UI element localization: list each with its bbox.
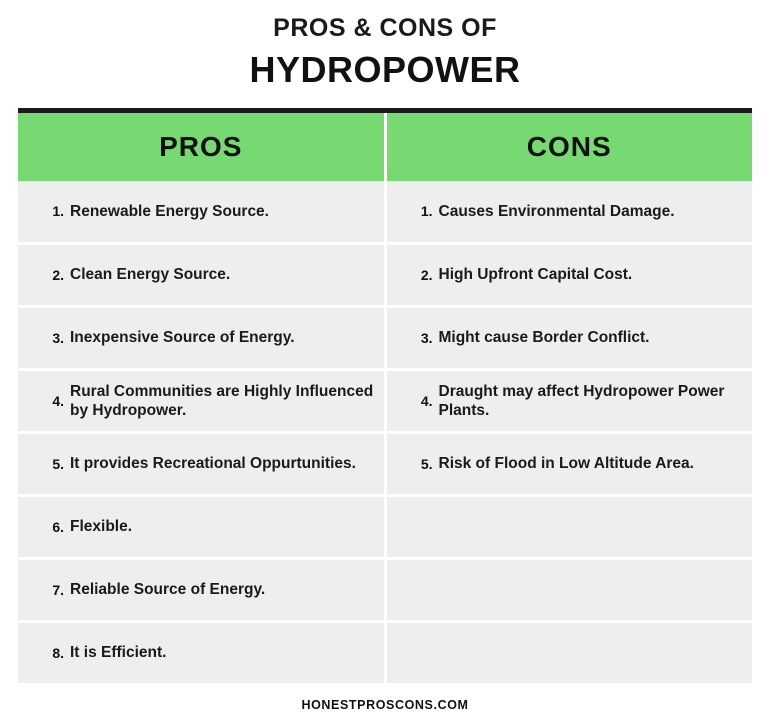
pros-item-text: Flexible.: [70, 518, 133, 536]
table-body: [18, 181, 752, 685]
cons-item-number: 5.: [420, 456, 433, 472]
cons-item-text: High Upfront Capital Cost.: [438, 266, 633, 284]
pros-cons-table: [18, 113, 752, 687]
cons-cell-empty: [385, 622, 752, 685]
table-row: [18, 370, 752, 433]
pros-cell: [18, 496, 385, 559]
cons-column-header: CONS: [385, 113, 752, 181]
title-line-1: PROS & CONS OF: [273, 14, 497, 42]
table-row: [18, 307, 752, 370]
table-row: [18, 559, 752, 622]
pros-item-number: 6.: [52, 519, 64, 535]
cons-cell: [385, 370, 752, 433]
pros-item-number: 4.: [52, 393, 64, 409]
cons-item-number: 2.: [420, 267, 433, 283]
pros-cell: [18, 244, 385, 307]
table-row: [18, 181, 752, 244]
table-header: [18, 113, 752, 181]
pros-cons-table-wrapper: [18, 108, 752, 687]
table-row: [18, 496, 752, 559]
pros-item-text: Rural Communities are Highly Influenced by Hydropower.: [70, 382, 374, 419]
pros-item-number: 1.: [52, 203, 64, 220]
cons-item-text: Causes Environmental Damage.: [438, 202, 675, 220]
pros-item-text: It provides Recreational Oppurtunities.: [70, 455, 356, 473]
pros-item-text: Reliable Source of Energy.: [70, 581, 266, 599]
pros-item-number: 2.: [52, 267, 64, 283]
pros-item-number: 3.: [52, 330, 64, 346]
page-title: [0, 0, 770, 92]
pros-cell: [18, 433, 385, 496]
pros-cell: [18, 181, 385, 244]
cons-cell: [385, 181, 752, 244]
cons-cell-empty: [385, 496, 752, 559]
cons-cell: [385, 307, 752, 370]
cons-cell: [385, 433, 752, 496]
cons-item-text: Risk of Flood in Low Altitude Area.: [438, 455, 694, 473]
pros-item-text: Clean Energy Source.: [70, 266, 231, 284]
pros-item-number: 8.: [52, 645, 64, 661]
pros-cell: [18, 622, 385, 685]
title-line-2: HYDROPOWER: [249, 48, 521, 90]
pros-cell: [18, 559, 385, 622]
table-row: [18, 433, 752, 496]
pros-item-text: Inexpensive Source of Energy.: [70, 329, 295, 347]
cons-item-text: Draught may affect Hydropower Power Plants.: [438, 382, 725, 419]
cons-item-number: 4.: [420, 393, 433, 409]
pros-column-header: PROS: [18, 113, 385, 181]
pros-item-number: 7.: [52, 582, 64, 598]
pros-item-text: Renewable Energy Source.: [70, 202, 269, 220]
pros-cell: [18, 370, 385, 433]
table-header-row: [18, 113, 752, 181]
pros-item-number: 5.: [52, 456, 64, 472]
cons-cell-empty: [385, 559, 752, 622]
pros-item-text: It is Efficient.: [70, 644, 167, 662]
cons-item-text: Might cause Border Conflict.: [438, 329, 650, 347]
pros-cell: [18, 307, 385, 370]
table-row: [18, 622, 752, 685]
table-row: [18, 244, 752, 307]
cons-item-number: 1.: [420, 203, 433, 220]
cons-cell: [385, 244, 752, 307]
footer-branding: HONESTPROSCONS.COM: [301, 698, 469, 712]
cons-item-number: 3.: [420, 330, 433, 346]
